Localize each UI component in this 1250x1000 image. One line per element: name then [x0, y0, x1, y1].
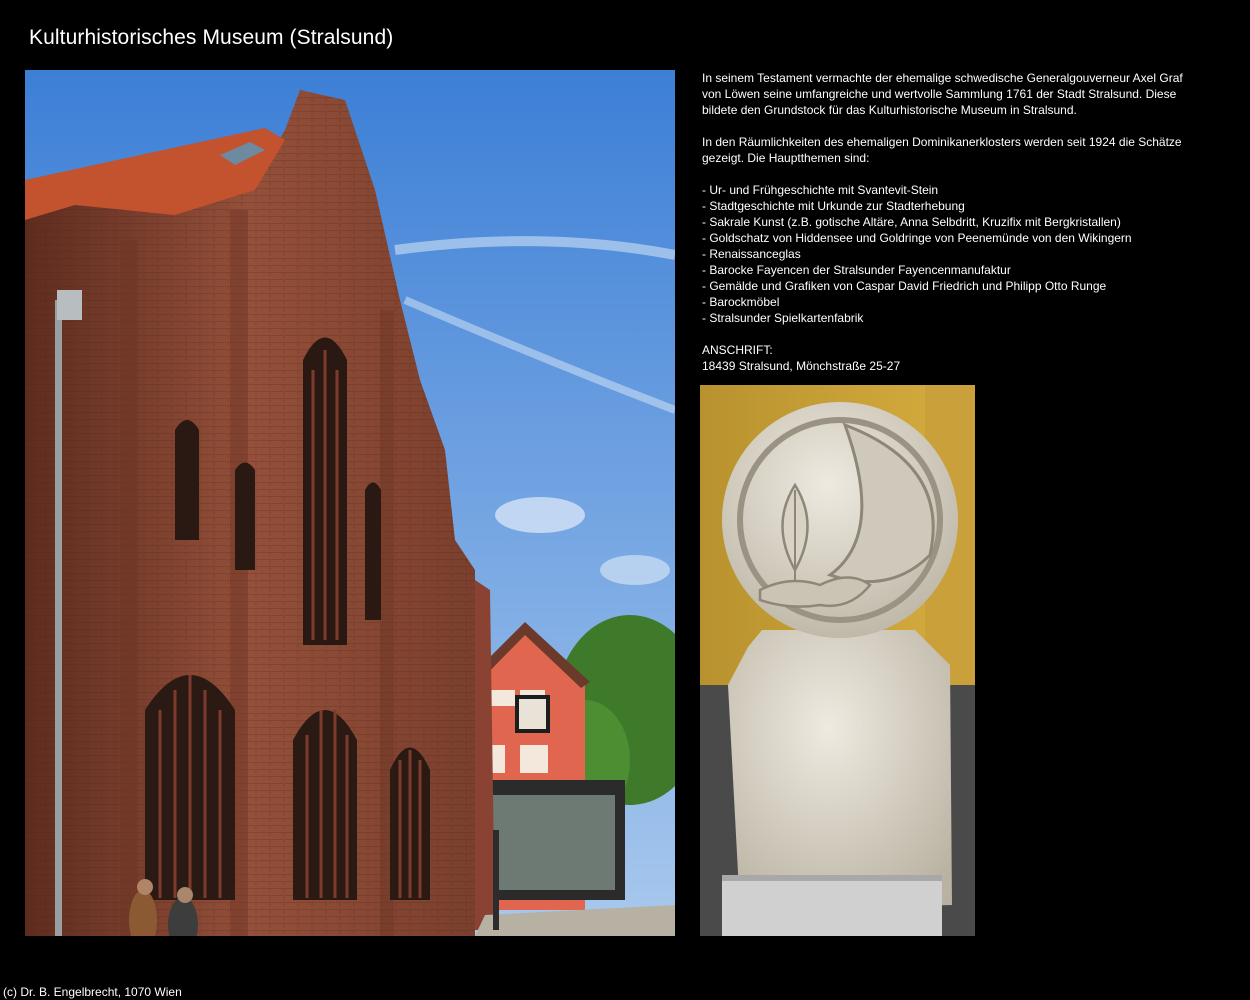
list-item: - Goldschatz von Hiddensee und Goldringe von Peenemünde von den Wikingern: [702, 231, 1132, 245]
list-item: - Ur- und Frühgeschichte mit Svantevit-Stein: [702, 183, 939, 197]
svantevit-stone-photo: [700, 385, 975, 936]
copyright-footer: (c) Dr. B. Engelbrecht, 1070 Wien: [3, 985, 182, 999]
address-text: 18439 Stralsund, Mönchstraße 25-27: [702, 359, 901, 373]
themes-intro-paragraph: In den Räumlichkeiten des ehemaligen Dominikanerklosters werden seit 1924 die Schätze gezeigt. Die Hauptthemen sind:: [702, 135, 1182, 165]
page-title: Kulturhistorisches Museum (Stralsund): [29, 26, 394, 49]
list-item: - Renaissanceglas: [702, 247, 801, 261]
list-item: - Sakrale Kunst (z.B. gotische Altäre, Anna Selbdritt, Kruzifix mit Bergkristallen): [702, 215, 1121, 229]
list-item: - Stadtgeschichte mit Urkunde zur Stadterhebung: [702, 199, 965, 213]
address-label: ANSCHRIFT:: [702, 343, 773, 357]
museum-description: [702, 70, 1202, 374]
list-item: - Barocke Fayencen der Stralsunder Fayencenmanufaktur: [702, 263, 1011, 277]
list-item: - Gemälde und Grafiken von Caspar David Friedrich und Philipp Otto Runge: [702, 279, 1107, 293]
list-item: - Stralsunder Spielkartenfabrik: [702, 311, 864, 325]
intro-paragraph: In seinem Testament vermachte der ehemalige schwedische Generalgouverneur Axel Graf von Löwen seine umfangreiche und wertvolle Sammlung 1761 der Stadt Stralsund. Diese bildete den Grundstock für das Kulturhistorische Museum in Stralsund.: [702, 71, 1183, 117]
museum-building-photo: [25, 70, 675, 936]
topics-list: [702, 182, 1202, 326]
list-item: - Barockmöbel: [702, 295, 780, 309]
